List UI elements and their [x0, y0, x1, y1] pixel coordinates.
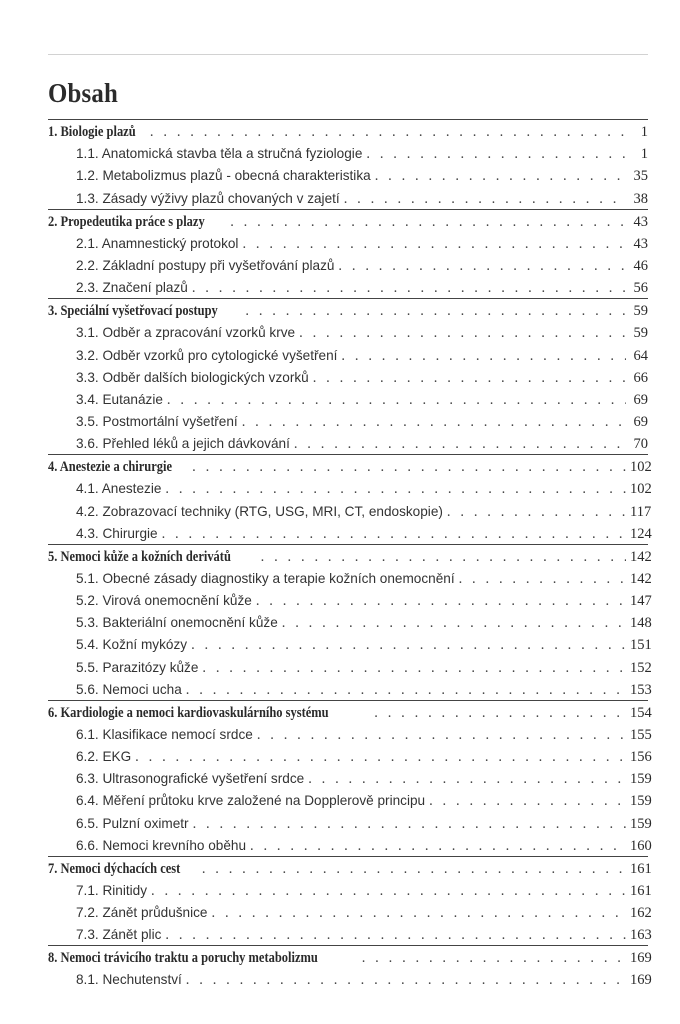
toc-chapter-title: 5. Nemoci kůže a kožních derivátů — [48, 548, 231, 565]
dot-leader — [313, 370, 626, 388]
toc-section-row — [48, 522, 652, 544]
toc-page-number: 69 — [633, 413, 648, 430]
dot-leader — [165, 481, 626, 499]
dot-leader — [257, 727, 626, 745]
toc-page-number: 142 — [630, 548, 652, 565]
dot-leader — [192, 280, 626, 298]
toc-page-number: 117 — [630, 503, 652, 520]
dot-leader — [374, 705, 626, 723]
toc-section-title: 2.1. Anamnestický protokol — [76, 235, 239, 251]
toc-page-number: 64 — [633, 347, 648, 364]
toc-section-row — [48, 655, 652, 677]
dot-leader — [344, 191, 626, 209]
toc-page-number: 169 — [630, 950, 652, 967]
toc-section-row — [48, 901, 652, 923]
toc-section-row — [48, 321, 648, 343]
toc-section-title: 7.2. Zánět průdušnice — [76, 905, 208, 921]
dot-leader — [338, 258, 626, 276]
toc-section-row — [48, 343, 648, 365]
dot-leader — [282, 615, 626, 633]
toc-chapter-row — [48, 544, 652, 567]
toc-chapter-row — [48, 945, 652, 968]
toc-section-row — [48, 410, 648, 432]
dot-leader — [299, 325, 626, 343]
toc-page-number: 161 — [630, 860, 652, 877]
toc-section-title: 5.2. Virová onemocnění kůže — [76, 593, 252, 609]
toc-section-row — [48, 811, 652, 833]
toc-section-row — [48, 276, 648, 298]
dot-leader — [245, 303, 626, 321]
toc-section-title: 2.3. Značení plazů — [76, 280, 188, 296]
toc-section-title: 4.1. Anestezie — [76, 481, 162, 497]
dot-leader — [193, 816, 626, 834]
toc-chapter-title: 4. Anestezie a chirurgie — [48, 459, 172, 476]
table-of-contents — [48, 119, 652, 990]
toc-section-title: 5.3. Bakteriální onemocnění kůže — [76, 615, 278, 631]
toc-section-title: 5.1. Obecné zásady diagnostiky a terapie kožních onemocnění — [76, 570, 455, 586]
toc-chapter-row — [48, 454, 652, 477]
toc-section-title: 7.3. Zánět plic — [76, 927, 162, 943]
dot-leader — [202, 861, 626, 879]
toc-section-row — [48, 633, 652, 655]
top-rule — [48, 54, 648, 55]
toc-page-number: 169 — [630, 972, 652, 989]
toc-page-number: 43 — [633, 235, 648, 252]
toc-chapter-row — [48, 700, 652, 723]
toc-section-title: 8.1. Nechutenství — [76, 972, 182, 988]
toc-page-number: 66 — [633, 369, 648, 386]
dot-leader — [366, 146, 626, 164]
toc-section-row — [48, 678, 652, 700]
toc-section-title: 7.1. Rinitidy — [76, 882, 148, 898]
dot-leader — [250, 838, 626, 856]
toc-page-number: 124 — [630, 525, 652, 542]
toc-section-row — [48, 186, 648, 208]
toc-section-title: 1.2. Metabolizmus plazů - obecná charakteristika — [76, 168, 371, 184]
dot-leader — [362, 950, 626, 968]
toc-page-number: 152 — [630, 659, 652, 676]
dot-leader — [308, 771, 626, 789]
toc-page-number: 159 — [630, 793, 652, 810]
toc-section-row — [48, 567, 652, 589]
toc-section-row — [48, 767, 652, 789]
dot-leader — [261, 549, 626, 567]
dot-leader — [192, 459, 626, 477]
toc-section-title: 1.1. Anatomická stavba těla a stručná fyziologie — [76, 146, 363, 162]
toc-page-number: 46 — [633, 257, 648, 274]
toc-page-number: 102 — [630, 481, 652, 498]
toc-page-number: 162 — [630, 905, 652, 922]
dot-leader — [135, 749, 626, 767]
toc-chapter-title: 1. Biologie plazů — [48, 124, 136, 141]
toc-section-row — [48, 923, 652, 945]
toc-page-number: 59 — [633, 303, 648, 320]
toc-section-title: 3.2. Odběr vzorků pro cytologické vyšetření — [76, 347, 338, 363]
toc-section-title: 3.3. Odběr dalších biologických vzorků — [76, 369, 309, 385]
toc-section-title: 4.3. Chirurgie — [76, 525, 158, 541]
dot-leader — [186, 972, 626, 990]
toc-section-row — [48, 789, 652, 811]
toc-page-number: 160 — [630, 837, 652, 854]
toc-section-title: 4.2. Zobrazovací techniky (RTG, USG, MRI, CT, endoskopie) — [76, 503, 443, 519]
toc-section-row — [48, 164, 648, 186]
toc-page-number: 69 — [633, 391, 648, 408]
toc-page-number: 163 — [630, 927, 652, 944]
toc-page-number: 148 — [630, 615, 652, 632]
toc-page-number: 153 — [630, 681, 652, 698]
dot-leader — [294, 436, 626, 454]
toc-section-row — [48, 254, 648, 276]
toc-section-row — [48, 745, 652, 767]
toc-chapter-title: 3. Speciální vyšetřovací postupy — [48, 303, 218, 320]
dot-leader — [375, 168, 626, 186]
toc-section-title: 6.4. Měření průtoku krve založené na Dopplerově principu — [76, 793, 426, 809]
toc-chapter-row — [48, 119, 648, 142]
toc-section-row — [48, 834, 652, 856]
toc-chapter-title: 6. Kardiologie a nemoci kardiovaskulárního systému — [48, 704, 329, 721]
toc-page-number: 159 — [630, 771, 652, 788]
toc-section-row — [48, 232, 648, 254]
dot-leader — [186, 682, 626, 700]
toc-page-number: 1 — [640, 124, 648, 141]
toc-chapter-title: 8. Nemoci trávicího traktu a poruchy metabolizmu — [48, 950, 318, 967]
toc-section-row — [48, 142, 648, 164]
toc-page-number: 151 — [630, 637, 652, 654]
toc-section-row — [48, 388, 648, 410]
toc-section-row — [48, 366, 648, 388]
dot-leader — [242, 236, 626, 254]
toc-section-title: 3.5. Postmortální vyšetření — [76, 413, 238, 429]
toc-page-number: 59 — [633, 325, 648, 342]
dot-leader — [256, 593, 626, 611]
toc-page-number: 155 — [630, 726, 652, 743]
toc-section-title: 5.5. Parazitózy kůže — [76, 659, 199, 675]
dot-leader — [459, 571, 626, 589]
toc-chapter-row — [48, 209, 648, 232]
toc-section-title: 1.3. Zásady výživy plazů chovaných v zajetí — [76, 190, 340, 206]
dot-leader — [165, 927, 626, 945]
dot-leader — [150, 124, 626, 142]
dot-leader — [162, 526, 626, 544]
toc-page-number: 70 — [633, 436, 648, 453]
toc-section-row — [48, 477, 652, 499]
dot-leader — [429, 793, 626, 811]
toc-page-number: 161 — [630, 882, 652, 899]
toc-section-row — [48, 723, 652, 745]
toc-page-number: 56 — [633, 280, 648, 297]
page-title: Obsah — [48, 78, 118, 108]
toc-page-number: 35 — [633, 168, 648, 185]
toc-section-title: 6.5. Pulzní oximetr — [76, 815, 189, 831]
dot-leader — [151, 883, 626, 901]
toc-section-row — [48, 589, 652, 611]
toc-section-title: 6.6. Nemoci krevního oběhu — [76, 837, 247, 853]
toc-chapter-row — [48, 298, 648, 321]
dot-leader — [191, 637, 626, 655]
toc-section-row — [48, 499, 652, 521]
toc-section-row — [48, 611, 652, 633]
dot-leader — [167, 392, 626, 410]
toc-section-row — [48, 879, 652, 901]
toc-page-number: 43 — [633, 213, 648, 230]
toc-chapter-title: 7. Nemoci dýchacích cest — [48, 860, 181, 877]
toc-page-number: 154 — [630, 704, 652, 721]
toc-page-number: 147 — [630, 593, 652, 610]
dot-leader — [341, 348, 626, 366]
toc-section-title: 3.6. Přehled léků a jejich dávkování — [76, 436, 290, 452]
toc-page-number: 38 — [633, 190, 648, 207]
toc-page-number: 1 — [640, 146, 648, 163]
toc-page-number: 102 — [630, 459, 652, 476]
toc-section-title: 3.4. Eutanázie — [76, 391, 163, 407]
dot-leader — [212, 905, 627, 923]
toc-chapter-title: 2. Propedeutika práce s plazy — [48, 213, 205, 230]
toc-section-title: 5.4. Kožní mykózy — [76, 637, 188, 653]
toc-page-number: 156 — [630, 749, 652, 766]
dot-leader — [447, 504, 626, 522]
toc-page-number: 159 — [630, 815, 652, 832]
toc-section-row — [48, 432, 648, 454]
toc-section-title: 5.6. Nemoci ucha — [76, 681, 182, 697]
toc-section-title: 6.2. EKG — [76, 749, 132, 765]
toc-chapter-row — [48, 856, 652, 879]
toc-section-title: 6.3. Ultrasonografické vyšetření srdce — [76, 771, 305, 787]
toc-section-title: 6.1. Klasifikace nemocí srdce — [76, 726, 253, 742]
toc-section-title: 2.2. Základní postupy při vyšetřování plazů — [76, 257, 335, 273]
dot-leader — [230, 214, 626, 232]
dot-leader — [242, 414, 626, 432]
toc-section-title: 3.1. Odběr a zpracování vzorků krve — [76, 325, 296, 341]
toc-page-number: 142 — [630, 570, 652, 587]
toc-section-row — [48, 968, 652, 990]
dot-leader — [202, 660, 626, 678]
